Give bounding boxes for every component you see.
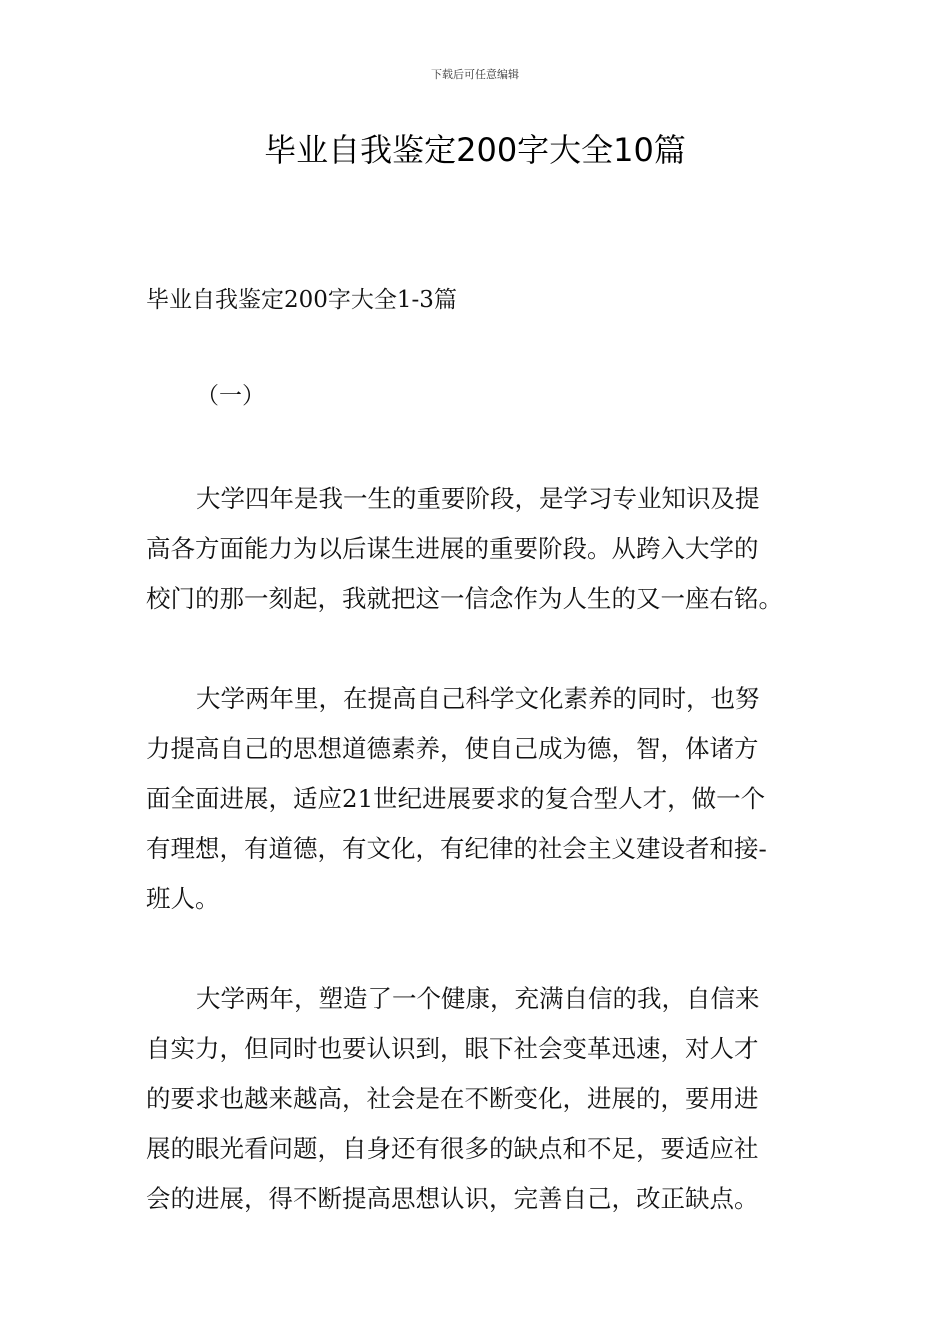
- paragraph-line: 面全面进展，适应21世纪进展要求的复合型人才，做一个: [146, 784, 766, 813]
- paragraph-line: 展的眼光看问题，自身还有很多的缺点和不足，要适应社: [146, 1134, 759, 1163]
- section-heading: 毕业自我鉴定200字大全1-3篇: [146, 287, 457, 313]
- paragraph-3: [146, 974, 808, 1224]
- sub-section-number: （一）: [196, 383, 265, 409]
- paragraph-line: 校门的那一刻起，我就把这一信念作为人生的又一座右铭。: [146, 584, 783, 613]
- paragraph-line: 自实力，但同时也要认识到，眼下社会变革迅速，对人才: [146, 1034, 759, 1063]
- paragraph-line: 的要求也越来越高，社会是在不断变化，进展的，要用进: [146, 1084, 759, 1113]
- paragraph-line: 力提高自己的思想道德素养，使自己成为德，智，体诸方: [146, 734, 759, 763]
- paragraph-line: 高各方面能力为以后谋生进展的重要阶段。从跨入大学的: [146, 534, 759, 563]
- header-note: 下载后可任意编辑: [431, 68, 519, 81]
- paragraph-line: 会的进展，得不断提高思想认识，完善自己，改正缺点。: [146, 1184, 759, 1213]
- paragraph-line: 班人。: [146, 884, 220, 913]
- paragraph-line: 大学两年，塑造了一个健康，充满自信的我，自信来: [196, 984, 760, 1013]
- paragraph-line: 大学两年里，在提高自己科学文化素养的同时，也努: [196, 684, 760, 713]
- document-title: 毕业自我鉴定200字大全10篇: [264, 131, 686, 169]
- paragraph-line: 有理想，有道德，有文化，有纪律的社会主义建设者和接-: [146, 834, 767, 863]
- paragraph-1: [146, 474, 808, 624]
- paragraph-2: [146, 674, 808, 924]
- paragraph-line: 大学四年是我一生的重要阶段，是学习专业知识及提: [196, 484, 760, 513]
